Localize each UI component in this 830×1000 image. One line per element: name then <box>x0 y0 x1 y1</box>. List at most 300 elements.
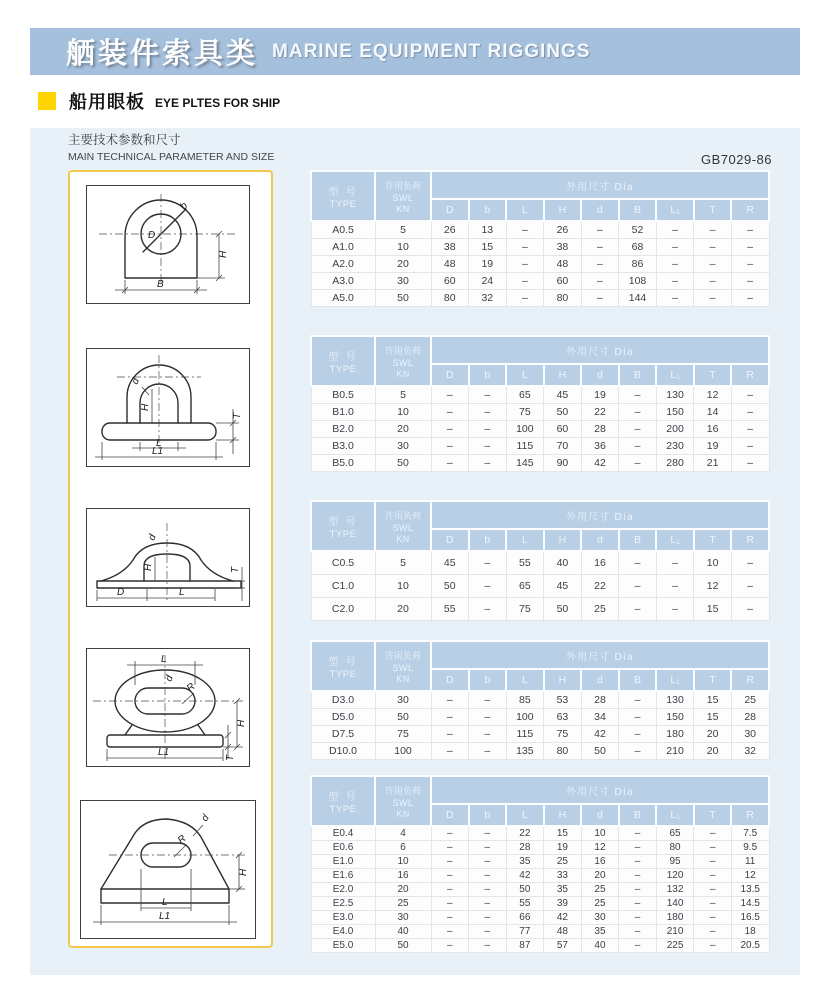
standard-code: GB7029-86 <box>701 152 772 167</box>
cell-value: 42 <box>544 911 582 925</box>
cell-value: 115 <box>506 438 544 455</box>
dim-label-L: L <box>162 897 168 908</box>
col-header-dim: B <box>619 804 657 826</box>
cell-value: 5 <box>375 221 431 239</box>
table-body <box>311 386 769 472</box>
cell-type-code: A0.5 <box>311 221 375 239</box>
table-row <box>311 691 769 709</box>
figure-type-c <box>86 508 250 607</box>
col-header-type <box>311 501 375 551</box>
cell-value: – <box>619 911 657 925</box>
cell-value: 90 <box>544 455 582 472</box>
cell-value: 75 <box>506 404 544 421</box>
cell-value: 28 <box>731 709 769 726</box>
swl-header-en: SWL <box>392 357 414 368</box>
type-header-zh: 型 号 <box>328 351 358 363</box>
cell-value: 10 <box>581 826 619 841</box>
table-header <box>311 336 769 386</box>
col-header-dim: H <box>544 364 582 386</box>
cell-value: – <box>619 869 657 883</box>
dim-label-H: H <box>143 563 154 571</box>
parameter-title-en: MAIN TECHNICAL PARAMETER AND SIZE <box>68 151 275 163</box>
cell-value: 22 <box>581 575 619 598</box>
col-header-dim: L <box>506 364 544 386</box>
table-body <box>311 221 769 307</box>
cell-value: – <box>656 256 694 273</box>
cell-value: 70 <box>544 438 582 455</box>
cell-value: 50 <box>544 404 582 421</box>
cell-value: – <box>656 290 694 307</box>
cell-value: 132 <box>656 883 694 897</box>
col-header-dim: R <box>731 199 769 221</box>
cell-value: 115 <box>506 726 544 743</box>
col-header-dimensions: 外用尺寸 Dia <box>431 501 769 529</box>
col-header-dim: T <box>694 529 732 551</box>
cell-value: 60 <box>544 273 582 290</box>
cell-value: 19 <box>581 386 619 404</box>
cell-value: – <box>431 455 469 472</box>
col-header-dim: L₁ <box>656 529 694 551</box>
cell-value: – <box>731 256 769 273</box>
cell-value: 30 <box>731 726 769 743</box>
parameter-title-zh: 主要技术参数和尺寸 <box>68 132 181 147</box>
cell-type-code: D7.5 <box>311 726 375 743</box>
cell-value: – <box>469 743 507 760</box>
cell-value: – <box>431 925 469 939</box>
cell-value: 30 <box>375 691 431 709</box>
type-header-zh: 型 号 <box>328 516 358 528</box>
col-header-dimensions: 外用尺寸 Dia <box>431 776 769 804</box>
cell-type-code: E3.0 <box>311 911 375 925</box>
cell-value: – <box>469 939 507 953</box>
cell-value: 100 <box>375 743 431 760</box>
cell-value: 15 <box>469 239 507 256</box>
cell-value: – <box>694 239 732 256</box>
cell-value: 10 <box>375 575 431 598</box>
cell-value: – <box>731 438 769 455</box>
col-header-dim: T <box>694 199 732 221</box>
table-header <box>311 171 769 221</box>
cell-value: 130 <box>656 386 694 404</box>
figure-type-a <box>86 185 250 304</box>
cell-value: – <box>731 551 769 575</box>
cell-value: – <box>469 911 507 925</box>
table-header <box>311 776 769 826</box>
cell-type-code: E0.6 <box>311 841 375 855</box>
cell-value: 42 <box>581 455 619 472</box>
figure-type-b <box>86 348 250 467</box>
cell-value: 210 <box>656 925 694 939</box>
cell-value: 45 <box>544 386 582 404</box>
cell-type-code: E1.6 <box>311 869 375 883</box>
cell-value: 30 <box>375 911 431 925</box>
cell-value: 16 <box>581 855 619 869</box>
dim-label-T: T <box>225 754 236 761</box>
cell-value: 75 <box>544 726 582 743</box>
cell-value: – <box>694 939 732 953</box>
cell-value: – <box>469 925 507 939</box>
cell-value: 15 <box>694 709 732 726</box>
cell-value: 26 <box>544 221 582 239</box>
cell-value: 15 <box>694 598 732 621</box>
cell-value: – <box>431 826 469 841</box>
cell-value: 60 <box>544 421 582 438</box>
cell-value: – <box>656 221 694 239</box>
cell-value: 55 <box>506 551 544 575</box>
cell-value: 66 <box>506 911 544 925</box>
parameter-title <box>68 130 274 163</box>
cell-value: 50 <box>375 290 431 307</box>
swl-header-zh: 许用负荷 <box>384 651 421 662</box>
cell-value: 30 <box>375 438 431 455</box>
cell-value: – <box>469 404 507 421</box>
table-body <box>311 551 769 621</box>
col-header-dim: H <box>544 199 582 221</box>
type-c-drawing <box>87 509 249 606</box>
col-header-dim: H <box>544 804 582 826</box>
cell-value: – <box>431 841 469 855</box>
cell-value: – <box>619 726 657 743</box>
cell-value: 145 <box>506 455 544 472</box>
col-header-dim: L₁ <box>656 199 694 221</box>
spec-table-b <box>310 335 770 472</box>
type-e-drawing <box>81 801 255 938</box>
cell-value: 80 <box>656 841 694 855</box>
dim-label-L: L <box>161 654 167 665</box>
col-header-dim: D <box>431 199 469 221</box>
cell-value: 55 <box>506 897 544 911</box>
cell-value: 42 <box>581 726 619 743</box>
cell-value: – <box>619 598 657 621</box>
cell-value: – <box>431 726 469 743</box>
col-header-dim: d <box>581 804 619 826</box>
table-row <box>311 386 769 404</box>
cell-value: 130 <box>656 691 694 709</box>
col-header-dim: T <box>694 804 732 826</box>
dim-label-D: D <box>148 230 156 241</box>
cell-value: 225 <box>656 939 694 953</box>
col-header-dimensions: 外用尺寸 Dia <box>431 641 769 669</box>
cell-value: 50 <box>581 743 619 760</box>
col-header-dim: d <box>581 199 619 221</box>
table-row <box>311 939 769 953</box>
cell-value: – <box>731 273 769 290</box>
table-body <box>311 691 769 760</box>
col-header-dim: L₁ <box>656 669 694 691</box>
table-row <box>311 438 769 455</box>
col-header-dim: d <box>581 669 619 691</box>
cell-value: – <box>619 438 657 455</box>
cell-type-code: A5.0 <box>311 290 375 307</box>
swl-header-unit: KN <box>396 533 410 544</box>
cell-type-code: B2.0 <box>311 421 375 438</box>
cell-value: – <box>694 256 732 273</box>
swl-header-unit: KN <box>396 808 410 819</box>
cell-value: 26 <box>431 221 469 239</box>
col-header-dim: B <box>619 529 657 551</box>
cell-value: – <box>656 273 694 290</box>
col-header-type <box>311 641 375 691</box>
cell-value: 20.5 <box>731 939 769 953</box>
cell-value: 45 <box>431 551 469 575</box>
cell-value: 57 <box>544 939 582 953</box>
table-row <box>311 911 769 925</box>
table-header <box>311 501 769 551</box>
cell-value: 10 <box>375 855 431 869</box>
col-header-dim: R <box>731 529 769 551</box>
cell-value: 140 <box>656 897 694 911</box>
col-header-dim: D <box>431 364 469 386</box>
table-row <box>311 869 769 883</box>
cell-type-code: A2.0 <box>311 256 375 273</box>
cell-value: – <box>731 386 769 404</box>
cell-value: – <box>619 826 657 841</box>
swl-header-unit: KN <box>396 203 410 214</box>
cell-value: – <box>731 598 769 621</box>
table-row <box>311 709 769 726</box>
cell-value: – <box>431 743 469 760</box>
col-header-dim: D <box>431 804 469 826</box>
col-header-type <box>311 336 375 386</box>
cell-value: 48 <box>544 256 582 273</box>
cell-value: 20 <box>375 421 431 438</box>
cell-value: – <box>469 598 507 621</box>
cell-value: – <box>431 421 469 438</box>
cell-value: – <box>731 421 769 438</box>
col-header-dim: b <box>469 529 507 551</box>
cell-value: – <box>431 691 469 709</box>
cell-value: – <box>694 290 732 307</box>
dim-label-R: R <box>175 833 189 847</box>
table-row <box>311 551 769 575</box>
col-header-swl <box>375 641 431 691</box>
col-header-dim: B <box>619 364 657 386</box>
cell-value: – <box>469 883 507 897</box>
cell-type-code: E5.0 <box>311 939 375 953</box>
col-header-dim: b <box>469 364 507 386</box>
type-header-en: TYPE <box>329 803 357 815</box>
table-header <box>311 641 769 691</box>
cell-value: – <box>694 869 732 883</box>
figures-panel <box>68 170 273 948</box>
swl-header-zh: 许用负荷 <box>384 181 421 192</box>
dim-label-L1: L1 <box>152 446 164 457</box>
cell-value: 150 <box>656 709 694 726</box>
cell-value: – <box>431 939 469 953</box>
cell-value: 150 <box>656 404 694 421</box>
table-row <box>311 221 769 239</box>
cell-value: 15 <box>694 691 732 709</box>
cell-value: 18 <box>731 925 769 939</box>
cell-value: – <box>469 726 507 743</box>
cell-value: 33 <box>544 869 582 883</box>
swl-header-zh: 许用负荷 <box>384 346 421 357</box>
cell-value: 40 <box>544 551 582 575</box>
cell-type-code: B0.5 <box>311 386 375 404</box>
cell-value: 210 <box>656 743 694 760</box>
col-header-type <box>311 171 375 221</box>
swl-header-zh: 许用负荷 <box>384 786 421 797</box>
cell-value: – <box>619 404 657 421</box>
type-a-drawing <box>87 186 249 303</box>
spec-table-a <box>310 170 770 307</box>
cell-value: 200 <box>656 421 694 438</box>
cell-value: 55 <box>431 598 469 621</box>
cell-value: – <box>656 598 694 621</box>
cell-value: 77 <box>506 925 544 939</box>
dim-label-H: H <box>140 403 151 411</box>
cell-value: 48 <box>431 256 469 273</box>
col-header-dim: b <box>469 669 507 691</box>
swl-header-en: SWL <box>392 522 414 533</box>
cell-value: 28 <box>581 691 619 709</box>
cell-value: 38 <box>544 239 582 256</box>
table-row <box>311 598 769 621</box>
cell-value: – <box>619 939 657 953</box>
content-panel <box>30 128 800 975</box>
cell-value: 20 <box>694 726 732 743</box>
cell-value: – <box>469 855 507 869</box>
cell-value: 7.5 <box>731 826 769 841</box>
swl-header-en: SWL <box>392 192 414 203</box>
col-header-dim: T <box>694 364 732 386</box>
swl-header-zh: 许用负荷 <box>384 511 421 522</box>
cell-value: 22 <box>581 404 619 421</box>
cell-value: 50 <box>375 455 431 472</box>
cell-value: – <box>431 386 469 404</box>
cell-value: 19 <box>469 256 507 273</box>
cell-type-code: D3.0 <box>311 691 375 709</box>
yellow-bullet-icon <box>38 92 56 110</box>
col-header-dimensions: 外用尺寸 Dia <box>431 336 769 364</box>
col-header-dim: d <box>581 529 619 551</box>
cell-value: 34 <box>581 709 619 726</box>
cell-value: 230 <box>656 438 694 455</box>
cell-value: 35 <box>581 925 619 939</box>
col-header-dim: L₁ <box>656 804 694 826</box>
cell-value: 5 <box>375 551 431 575</box>
cell-value: 85 <box>506 691 544 709</box>
cell-value: 100 <box>506 421 544 438</box>
cell-value: 63 <box>544 709 582 726</box>
section-title-en: EYE PLTES FOR SHIP <box>155 96 281 110</box>
type-header-en: TYPE <box>329 198 357 210</box>
cell-value: – <box>619 743 657 760</box>
cell-value: 16 <box>375 869 431 883</box>
spec-table-e <box>310 775 770 953</box>
cell-value: 13 <box>469 221 507 239</box>
cell-value: – <box>431 404 469 421</box>
cell-value: 39 <box>544 897 582 911</box>
cell-value: 20 <box>375 883 431 897</box>
type-header-zh: 型 号 <box>328 791 358 803</box>
cell-value: – <box>431 883 469 897</box>
cell-type-code: E2.0 <box>311 883 375 897</box>
cell-value: – <box>656 239 694 256</box>
cell-value: – <box>694 897 732 911</box>
table-row <box>311 239 769 256</box>
figure-type-d <box>86 648 250 767</box>
cell-value: 32 <box>469 290 507 307</box>
cell-value: 22 <box>506 826 544 841</box>
cell-type-code: C0.5 <box>311 551 375 575</box>
cell-value: 12 <box>694 575 732 598</box>
cell-value: – <box>581 239 619 256</box>
cell-value: 35 <box>506 855 544 869</box>
type-header-zh: 型 号 <box>328 656 358 668</box>
cell-value: – <box>469 897 507 911</box>
cell-value: 50 <box>506 883 544 897</box>
cell-type-code: D10.0 <box>311 743 375 760</box>
dim-label-D: D <box>117 587 125 598</box>
cell-value: 45 <box>544 575 582 598</box>
table-row <box>311 883 769 897</box>
col-header-dim: D <box>431 529 469 551</box>
dim-label-L1: L1 <box>158 747 170 758</box>
cell-value: – <box>619 709 657 726</box>
cell-value: 80 <box>544 290 582 307</box>
cell-value: – <box>469 575 507 598</box>
cell-value: 25 <box>581 883 619 897</box>
cell-value: – <box>469 386 507 404</box>
cell-type-code: E2.5 <box>311 897 375 911</box>
cell-value: – <box>731 221 769 239</box>
cell-value: – <box>694 883 732 897</box>
cell-value: – <box>619 386 657 404</box>
cell-value: – <box>694 273 732 290</box>
cell-value: – <box>619 925 657 939</box>
cell-value: 50 <box>375 709 431 726</box>
dim-label-H: H <box>236 719 247 727</box>
cell-value: 20 <box>375 256 431 273</box>
cell-value: – <box>431 897 469 911</box>
cell-value: 16 <box>581 551 619 575</box>
cell-value: 16 <box>694 421 732 438</box>
cell-value: 135 <box>506 743 544 760</box>
cell-value: 80 <box>431 290 469 307</box>
cell-type-code: A3.0 <box>311 273 375 290</box>
dim-label-L: L <box>156 438 162 449</box>
cell-value: 50 <box>544 598 582 621</box>
col-header-dim: H <box>544 529 582 551</box>
swl-header-unit: KN <box>396 368 410 379</box>
cell-value: 120 <box>656 869 694 883</box>
col-header-swl <box>375 776 431 826</box>
spec-table-d <box>310 640 770 760</box>
cell-value: – <box>731 455 769 472</box>
cell-value: 4 <box>375 826 431 841</box>
table-row <box>311 290 769 307</box>
dim-label-L1: L1 <box>159 911 171 922</box>
cell-value: 87 <box>506 939 544 953</box>
cell-value: 50 <box>431 575 469 598</box>
cell-value: – <box>731 404 769 421</box>
dim-label-L: L <box>179 587 185 598</box>
cell-value: – <box>731 290 769 307</box>
cell-value: – <box>506 290 544 307</box>
cell-value: 25 <box>375 897 431 911</box>
cell-value: – <box>581 273 619 290</box>
cell-value: – <box>506 273 544 290</box>
table-row <box>311 855 769 869</box>
cell-value: – <box>656 551 694 575</box>
title-band <box>30 28 800 75</box>
cell-value: 30 <box>375 273 431 290</box>
type-header-zh: 型 号 <box>328 186 358 198</box>
cell-type-code: C2.0 <box>311 598 375 621</box>
cell-value: – <box>506 256 544 273</box>
cell-value: 11 <box>731 855 769 869</box>
